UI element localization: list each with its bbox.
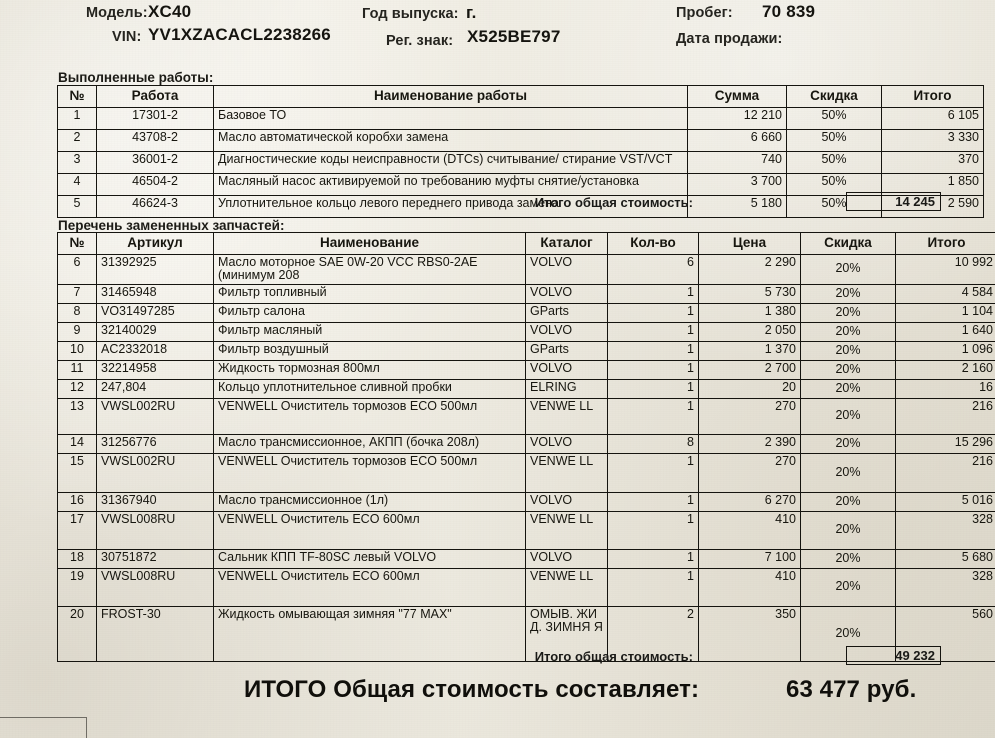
parts-cell-catalog: VENWE LL (526, 568, 608, 606)
parts-cell-num: 10 (58, 341, 97, 360)
table-row (58, 549, 995, 568)
works-table-head (58, 86, 984, 108)
parts-cell-discount: 20% (801, 492, 896, 511)
parts-cell-num: 20 (58, 606, 97, 661)
parts-total-row (57, 646, 941, 667)
vin-label: VIN: (112, 29, 142, 45)
works-cell-name: Масло автоматической коробхи замена (214, 129, 688, 151)
works-cell-code: 36001-2 (97, 151, 214, 173)
parts-cell-discount: 20% (801, 398, 896, 434)
parts-col-num: № (58, 233, 97, 255)
parts-cell-num: 7 (58, 284, 97, 303)
parts-cell-total: 216 (896, 398, 995, 434)
parts-table-body (58, 254, 995, 661)
table-row (58, 151, 984, 173)
parts-section-caption: Перечень замененных запчастей: (58, 218, 285, 233)
parts-cell-catalog: VOLVO (526, 322, 608, 341)
parts-cell-num: 12 (58, 379, 97, 398)
works-cell-sum: 12 210 (688, 107, 787, 129)
parts-cell-price: 6 270 (699, 492, 801, 511)
parts-cell-num: 9 (58, 322, 97, 341)
parts-cell-num: 19 (58, 568, 97, 606)
works-cell-num: 5 (58, 195, 97, 217)
parts-cell-discount: 20% (801, 606, 896, 661)
parts-total-value: 49 232 (846, 646, 941, 665)
parts-cell-qty: 1 (608, 453, 699, 492)
works-cell-code: 46624-3 (97, 195, 214, 217)
parts-cell-article: 32140029 (97, 322, 214, 341)
parts-cell-qty: 1 (608, 303, 699, 322)
year-label: Год выпуска: (362, 6, 459, 22)
parts-cell-catalog: ОМЫВ. ЖИД. ЗИМНЯ Я (526, 606, 608, 661)
parts-cell-total: 560 (896, 606, 995, 661)
parts-cell-num: 8 (58, 303, 97, 322)
parts-cell-discount: 20% (801, 379, 896, 398)
parts-cell-price: 270 (699, 453, 801, 492)
parts-cell-total: 1 104 (896, 303, 995, 322)
reg-plate-label: Рег. знак: (386, 33, 454, 49)
parts-cell-name: VENWELL Очиститель ECO 600мл (214, 511, 526, 549)
parts-cell-article: FROST-30 (97, 606, 214, 661)
parts-table (57, 232, 995, 662)
parts-cell-price: 350 (699, 606, 801, 661)
year-value: г. (466, 3, 477, 22)
parts-cell-discount: 20% (801, 511, 896, 549)
parts-cell-qty: 6 (608, 254, 699, 284)
parts-cell-total: 328 (896, 511, 995, 549)
parts-cell-num: 13 (58, 398, 97, 434)
parts-cell-price: 270 (699, 398, 801, 434)
grand-total-label: ИТОГО Общая стоимость составляет: (244, 676, 700, 703)
parts-cell-num: 17 (58, 511, 97, 549)
works-cell-name: Диагностические коды неисправности (DTCs) считывание/ стирание VST/VCT (214, 151, 688, 173)
parts-cell-discount: 20% (801, 453, 896, 492)
parts-cell-qty: 1 (608, 549, 699, 568)
parts-table-head (58, 233, 995, 255)
parts-cell-name: Жидкость омывающая зимняя "77 MAX" (214, 606, 526, 661)
parts-cell-name: VENWELL Очиститель ECO 600мл (214, 568, 526, 606)
parts-cell-total: 10 992 (896, 254, 995, 284)
works-cell-disc: 50% (787, 151, 882, 173)
grand-total-section (0, 676, 995, 716)
parts-cell-price: 2 290 (699, 254, 801, 284)
table-row (58, 341, 995, 360)
model-value: XC40 (148, 2, 192, 21)
parts-cell-price: 5 730 (699, 284, 801, 303)
parts-cell-discount: 20% (801, 284, 896, 303)
parts-cell-qty: 1 (608, 398, 699, 434)
works-cell-name: Базовое ТО (214, 107, 688, 129)
parts-cell-qty: 1 (608, 322, 699, 341)
table-row (58, 511, 995, 549)
works-cell-sum: 740 (688, 151, 787, 173)
parts-cell-total: 328 (896, 568, 995, 606)
parts-cell-article: VO31497285 (97, 303, 214, 322)
works-total-value: 14 245 (846, 192, 941, 211)
parts-cell-total: 216 (896, 453, 995, 492)
parts-cell-name: Масло трансмиссионное, АКПП (бочка 208л) (214, 434, 526, 453)
parts-cell-total: 1 640 (896, 322, 995, 341)
parts-col-qty: Кол-во (608, 233, 699, 255)
parts-cell-catalog: VENWE LL (526, 511, 608, 549)
parts-cell-num: 15 (58, 453, 97, 492)
table-row (58, 360, 995, 379)
works-cell-total: 3 330 (882, 129, 984, 151)
works-col-code: Работа (97, 86, 214, 108)
works-cell-disc: 50% (787, 195, 882, 217)
parts-cell-article: 247,804 (97, 379, 214, 398)
parts-cell-total: 5 680 (896, 549, 995, 568)
parts-cell-qty: 1 (608, 379, 699, 398)
vehicle-header (0, 0, 995, 62)
parts-cell-price: 2 390 (699, 434, 801, 453)
table-row (58, 434, 995, 453)
works-cell-code: 17301-2 (97, 107, 214, 129)
works-total-row (57, 192, 941, 213)
parts-cell-qty: 1 (608, 511, 699, 549)
parts-total-label: Итого общая стоимость: (534, 649, 693, 664)
table-row (58, 107, 984, 129)
parts-cell-total: 15 296 (896, 434, 995, 453)
table-row (58, 284, 995, 303)
works-cell-num: 3 (58, 151, 97, 173)
works-cell-sum: 3 700 (688, 173, 787, 195)
parts-col-article: Артикул (97, 233, 214, 255)
parts-cell-price: 20 (699, 379, 801, 398)
parts-cell-qty: 1 (608, 492, 699, 511)
works-header-row (58, 86, 984, 108)
table-row (58, 303, 995, 322)
parts-cell-name: VENWELL Очиститель тормозов ECO 500мл (214, 453, 526, 492)
parts-cell-article: VWSL002RU (97, 398, 214, 434)
vin-value: YV1XZACACL2238266 (148, 25, 331, 44)
parts-cell-num: 18 (58, 549, 97, 568)
parts-cell-name: Жидкость тормозная 800мл (214, 360, 526, 379)
sale-date-label: Дата продажи: (676, 31, 783, 47)
parts-cell-price: 1 380 (699, 303, 801, 322)
parts-cell-qty: 1 (608, 284, 699, 303)
parts-cell-catalog: VOLVO (526, 254, 608, 284)
parts-cell-name: Фильтр салона (214, 303, 526, 322)
works-col-sum: Сумма (688, 86, 787, 108)
works-cell-total: 6 105 (882, 107, 984, 129)
parts-cell-article: 31256776 (97, 434, 214, 453)
parts-cell-article: VWSL008RU (97, 568, 214, 606)
table-row (58, 129, 984, 151)
parts-cell-qty: 1 (608, 341, 699, 360)
parts-cell-qty: 1 (608, 360, 699, 379)
parts-cell-name: Кольцо уплотнительное сливной пробки (214, 379, 526, 398)
parts-cell-article: 31367940 (97, 492, 214, 511)
parts-cell-qty: 8 (608, 434, 699, 453)
odometer-label: Пробег: (676, 5, 733, 21)
parts-cell-catalog: VOLVO (526, 492, 608, 511)
parts-cell-article: 31392925 (97, 254, 214, 284)
parts-cell-name: Масло трансмиссионное (1л) (214, 492, 526, 511)
works-cell-disc: 50% (787, 107, 882, 129)
table-row (58, 379, 995, 398)
works-col-disc: Скидка (787, 86, 882, 108)
works-cell-num: 4 (58, 173, 97, 195)
parts-cell-num: 6 (58, 254, 97, 284)
parts-cell-name: VENWELL Очиститель тормозов ECO 500мл (214, 398, 526, 434)
parts-cell-article: 30751872 (97, 549, 214, 568)
parts-cell-catalog: GParts (526, 303, 608, 322)
parts-cell-catalog: ELRING (526, 379, 608, 398)
works-cell-disc: 50% (787, 129, 882, 151)
parts-cell-name: Сальник КПП TF-80SC левый VOLVO (214, 549, 526, 568)
parts-cell-total: 4 584 (896, 284, 995, 303)
works-col-num: № (58, 86, 97, 108)
odometer-value: 70 839 (762, 2, 816, 21)
page-edge-mark (0, 717, 87, 738)
parts-cell-catalog: VENWE LL (526, 453, 608, 492)
parts-cell-discount: 20% (801, 360, 896, 379)
parts-cell-article: 32214958 (97, 360, 214, 379)
parts-col-catalog: Каталог (526, 233, 608, 255)
parts-cell-catalog: VOLVO (526, 284, 608, 303)
parts-col-discount: Скидка (801, 233, 896, 255)
parts-cell-qty: 1 (608, 568, 699, 606)
parts-cell-price: 1 370 (699, 341, 801, 360)
parts-cell-price: 2 050 (699, 322, 801, 341)
parts-cell-discount: 20% (801, 254, 896, 284)
parts-cell-num: 14 (58, 434, 97, 453)
works-section-caption: Выполненные работы: (58, 70, 214, 85)
parts-cell-price: 2 700 (699, 360, 801, 379)
parts-cell-discount: 20% (801, 568, 896, 606)
parts-cell-article: VWSL008RU (97, 511, 214, 549)
parts-cell-catalog: GParts (526, 341, 608, 360)
parts-cell-article: 31465948 (97, 284, 214, 303)
works-cell-num: 2 (58, 129, 97, 151)
works-cell-code: 43708-2 (97, 129, 214, 151)
works-total-label: Итого общая стоимость: (534, 195, 693, 210)
parts-cell-article: AC2332018 (97, 341, 214, 360)
table-row (58, 254, 995, 284)
grand-total-value: 63 477 руб. (786, 676, 917, 703)
works-cell-total: 370 (882, 151, 984, 173)
table-row (58, 453, 995, 492)
parts-cell-discount: 20% (801, 341, 896, 360)
parts-cell-discount: 20% (801, 549, 896, 568)
works-cell-total: 1 850 (882, 173, 984, 195)
parts-cell-price: 410 (699, 511, 801, 549)
works-cell-num: 1 (58, 107, 97, 129)
parts-cell-discount: 20% (801, 303, 896, 322)
works-cell-name: Масляный насос активируемой по требованию муфты снятие/установка (214, 173, 688, 195)
table-row (58, 322, 995, 341)
works-cell-code: 46504-2 (97, 173, 214, 195)
parts-cell-num: 16 (58, 492, 97, 511)
parts-cell-total: 1 096 (896, 341, 995, 360)
table-row (58, 398, 995, 434)
parts-col-name: Наименование (214, 233, 526, 255)
table-row (58, 568, 995, 606)
parts-cell-total: 16 (896, 379, 995, 398)
parts-cell-catalog: VOLVO (526, 434, 608, 453)
parts-cell-article: VWSL002RU (97, 453, 214, 492)
parts-cell-qty: 2 (608, 606, 699, 661)
parts-cell-num: 11 (58, 360, 97, 379)
parts-cell-price: 410 (699, 568, 801, 606)
parts-cell-discount: 20% (801, 322, 896, 341)
works-col-total: Итого (882, 86, 984, 108)
works-cell-disc: 50% (787, 173, 882, 195)
reg-plate-value: X525BE797 (467, 27, 561, 46)
parts-cell-total: 2 160 (896, 360, 995, 379)
parts-cell-name: Фильтр масляный (214, 322, 526, 341)
parts-cell-discount: 20% (801, 434, 896, 453)
table-row (58, 492, 995, 511)
works-col-name: Наименование работы (214, 86, 688, 108)
model-label: Модель: (86, 5, 148, 21)
parts-col-total: Итого (896, 233, 995, 255)
parts-cell-price: 7 100 (699, 549, 801, 568)
works-cell-sum: 6 660 (688, 129, 787, 151)
parts-col-price: Цена (699, 233, 801, 255)
parts-cell-total: 5 016 (896, 492, 995, 511)
works-cell-sum: 5 180 (688, 195, 787, 217)
parts-cell-name: Фильтр воздушный (214, 341, 526, 360)
works-cell-name: Уплотнительное кольцо левого переднего привода замена (214, 195, 688, 217)
parts-cell-name: Масло моторное SAE 0W-20 VCC RBS0-2AE (минимум 208 (214, 254, 526, 284)
works-cell-total: 2 590 (882, 195, 984, 217)
parts-cell-catalog: VOLVO (526, 549, 608, 568)
parts-cell-catalog: VOLVO (526, 360, 608, 379)
parts-cell-name: Фильтр топливный (214, 284, 526, 303)
parts-header-row (58, 233, 995, 255)
parts-cell-catalog: VENWE LL (526, 398, 608, 434)
